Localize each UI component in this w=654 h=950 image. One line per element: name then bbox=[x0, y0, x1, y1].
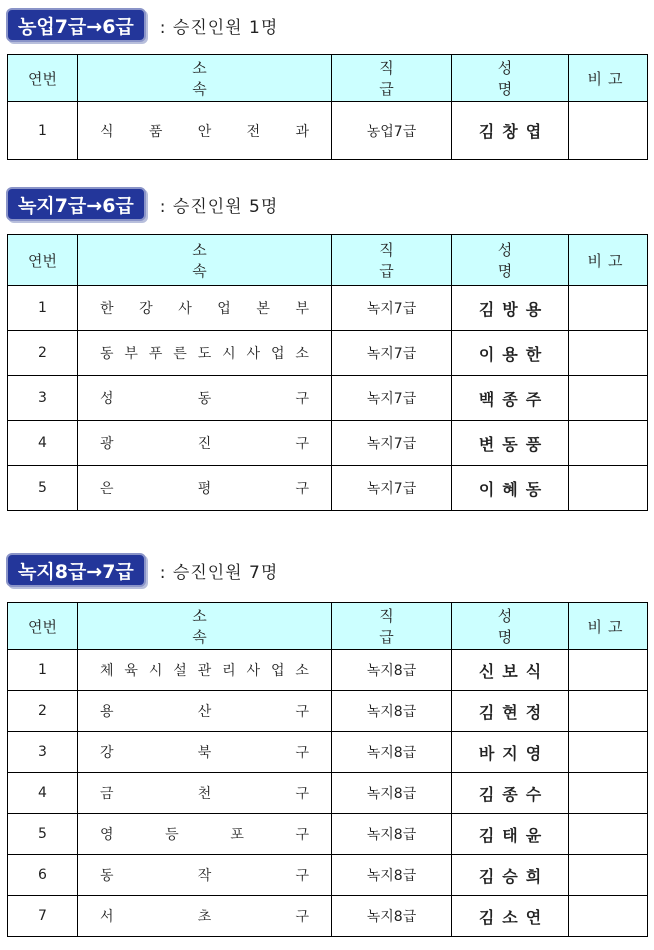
table-row bbox=[8, 331, 648, 376]
row-number: 4 bbox=[8, 421, 78, 466]
organization-text: 한 강 사 업 본 부 bbox=[100, 301, 309, 317]
header-note: 비고 bbox=[569, 603, 648, 650]
row-note bbox=[569, 421, 648, 466]
header-name: 성명 bbox=[452, 235, 569, 286]
table-row bbox=[8, 814, 648, 855]
organization-text: 동 작 구 bbox=[100, 868, 309, 884]
header-no: 연번 bbox=[8, 603, 78, 650]
row-organization bbox=[78, 650, 332, 691]
section-3-title-row bbox=[6, 551, 278, 589]
table-row bbox=[8, 421, 648, 466]
section-1-badge: 농업7급→6급 bbox=[6, 8, 146, 42]
row-rank: 녹지8급 bbox=[332, 896, 452, 937]
table-row bbox=[8, 896, 648, 937]
section-1-count: : 승진인원 1명 bbox=[159, 17, 279, 38]
table-row bbox=[8, 691, 648, 732]
row-rank: 녹지7급 bbox=[332, 421, 452, 466]
section-3-count: : 승진인원 7명 bbox=[159, 562, 279, 583]
row-note bbox=[569, 466, 648, 511]
row-organization bbox=[78, 102, 332, 160]
header-no: 연번 bbox=[8, 55, 78, 102]
row-name: 변동풍 bbox=[452, 421, 569, 466]
organization-text: 은 평 구 bbox=[100, 481, 309, 497]
row-name: 이용한 bbox=[452, 331, 569, 376]
row-note bbox=[569, 732, 648, 773]
table-row bbox=[8, 855, 648, 896]
row-number: 5 bbox=[8, 466, 78, 511]
row-number: 2 bbox=[8, 691, 78, 732]
row-number: 3 bbox=[8, 376, 78, 421]
header-org: 소속 bbox=[78, 55, 332, 102]
row-rank: 녹지8급 bbox=[332, 732, 452, 773]
row-rank: 녹지8급 bbox=[332, 650, 452, 691]
row-note bbox=[569, 286, 648, 331]
header-org: 소속 bbox=[78, 603, 332, 650]
table-header-row bbox=[8, 603, 648, 650]
row-organization bbox=[78, 855, 332, 896]
row-organization bbox=[78, 896, 332, 937]
row-organization bbox=[78, 466, 332, 511]
table-row bbox=[8, 376, 648, 421]
row-number: 3 bbox=[8, 732, 78, 773]
row-name: 김창엽 bbox=[452, 102, 569, 160]
row-organization bbox=[78, 814, 332, 855]
row-note bbox=[569, 896, 648, 937]
section-3-badge: 녹지8급→7급 bbox=[6, 553, 146, 587]
row-organization bbox=[78, 286, 332, 331]
row-name: 김종수 bbox=[452, 773, 569, 814]
row-rank: 농업7급 bbox=[332, 102, 452, 160]
table-row bbox=[8, 773, 648, 814]
header-note: 비고 bbox=[569, 55, 648, 102]
organization-text: 식 품 안 전 과 bbox=[100, 123, 309, 140]
section-2-badge: 녹지7급→6급 bbox=[6, 187, 146, 221]
organization-text: 체 육 시 설 관 리 사 업 소 bbox=[100, 663, 309, 679]
row-name: 이혜동 bbox=[452, 466, 569, 511]
row-organization bbox=[78, 732, 332, 773]
row-organization bbox=[78, 691, 332, 732]
organization-text: 금 천 구 bbox=[100, 786, 309, 802]
organization-text: 서 초 구 bbox=[100, 909, 309, 925]
row-note bbox=[569, 331, 648, 376]
row-number: 5 bbox=[8, 814, 78, 855]
row-name: 김승희 bbox=[452, 855, 569, 896]
row-number: 7 bbox=[8, 896, 78, 937]
row-note bbox=[569, 102, 648, 160]
table-row bbox=[8, 102, 648, 160]
section-2-count: : 승진인원 5명 bbox=[159, 196, 279, 217]
header-rank: 직급 bbox=[332, 603, 452, 650]
table-header-row bbox=[8, 235, 648, 286]
header-rank: 직급 bbox=[332, 55, 452, 102]
header-name: 성명 bbox=[452, 603, 569, 650]
row-organization bbox=[78, 376, 332, 421]
organization-text: 용 산 구 bbox=[100, 704, 309, 720]
organization-text: 강 북 구 bbox=[100, 745, 309, 761]
section-1-title-row bbox=[6, 6, 278, 44]
organization-text: 영 등 포 구 bbox=[100, 827, 309, 843]
row-rank: 녹지7급 bbox=[332, 376, 452, 421]
row-organization bbox=[78, 773, 332, 814]
row-name: 신보식 bbox=[452, 650, 569, 691]
section-3-table bbox=[7, 602, 648, 937]
header-note: 비고 bbox=[569, 235, 648, 286]
row-note bbox=[569, 650, 648, 691]
header-rank: 직급 bbox=[332, 235, 452, 286]
table-row bbox=[8, 650, 648, 691]
organization-text: 동 부 푸 른 도 시 사 업 소 bbox=[100, 346, 309, 362]
row-rank: 녹지8급 bbox=[332, 773, 452, 814]
row-organization bbox=[78, 331, 332, 376]
row-name: 김현정 bbox=[452, 691, 569, 732]
row-name: 김태윤 bbox=[452, 814, 569, 855]
row-rank: 녹지7급 bbox=[332, 286, 452, 331]
table-header-row bbox=[8, 55, 648, 102]
row-number: 2 bbox=[8, 331, 78, 376]
row-rank: 녹지8급 bbox=[332, 814, 452, 855]
row-rank: 녹지7급 bbox=[332, 331, 452, 376]
row-name: 김소연 bbox=[452, 896, 569, 937]
row-number: 4 bbox=[8, 773, 78, 814]
organization-text: 성 동 구 bbox=[100, 391, 309, 407]
row-note bbox=[569, 691, 648, 732]
row-name: 김방용 bbox=[452, 286, 569, 331]
row-note bbox=[569, 773, 648, 814]
row-number: 1 bbox=[8, 650, 78, 691]
header-no: 연번 bbox=[8, 235, 78, 286]
row-rank: 녹지8급 bbox=[332, 691, 452, 732]
section-2-table bbox=[7, 234, 648, 511]
row-note bbox=[569, 855, 648, 896]
table-row bbox=[8, 286, 648, 331]
row-rank: 녹지8급 bbox=[332, 855, 452, 896]
table-row bbox=[8, 732, 648, 773]
row-note bbox=[569, 814, 648, 855]
row-rank: 녹지7급 bbox=[332, 466, 452, 511]
section-2-title-row bbox=[6, 185, 278, 223]
row-number: 6 bbox=[8, 855, 78, 896]
row-number: 1 bbox=[8, 102, 78, 160]
row-note bbox=[569, 376, 648, 421]
row-name: 백종주 bbox=[452, 376, 569, 421]
section-1-table bbox=[7, 54, 648, 160]
row-name: 바지영 bbox=[452, 732, 569, 773]
row-number: 1 bbox=[8, 286, 78, 331]
header-org: 소속 bbox=[78, 235, 332, 286]
table-row bbox=[8, 466, 648, 511]
header-name: 성명 bbox=[452, 55, 569, 102]
organization-text: 광 진 구 bbox=[100, 436, 309, 452]
row-organization bbox=[78, 421, 332, 466]
